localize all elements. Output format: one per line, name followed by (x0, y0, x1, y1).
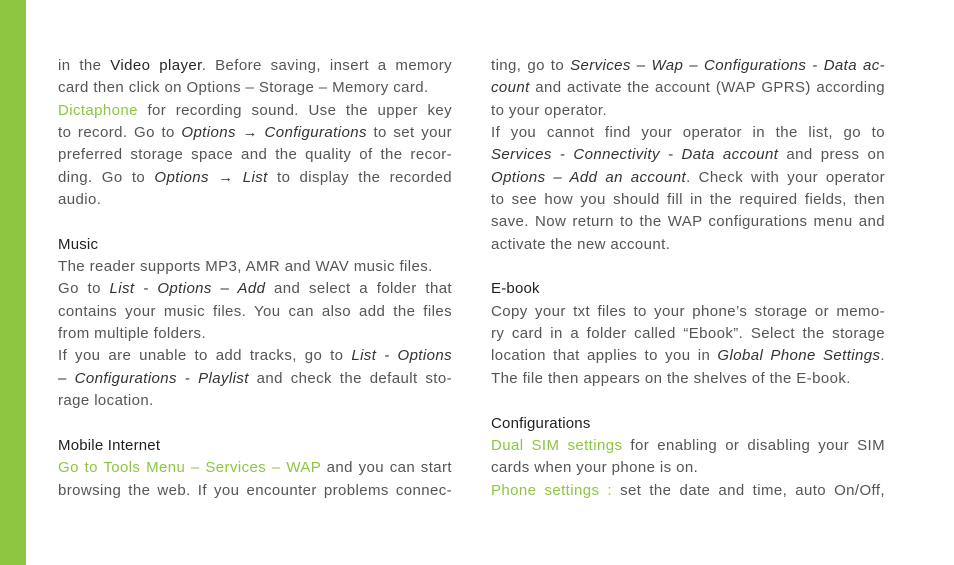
menu-term: Data account (681, 146, 779, 164)
text-line (58, 167, 452, 189)
text-fragment: ding. Go to (58, 168, 155, 186)
text-fragment: for recording sound. Use the upper key (137, 101, 452, 119)
arrow-glyph: → (235, 124, 265, 142)
text-fragment: preferred storage space and the quality of the recor- (58, 146, 452, 164)
text-fragment: - (376, 347, 398, 365)
text-line (58, 368, 452, 390)
text-fragment: in the (58, 57, 111, 74)
text-line (58, 189, 452, 211)
text-fragment: from multiple folders. (58, 325, 207, 343)
text-fragment: rage location. (58, 392, 154, 410)
text-fragment: and check the default sto- (248, 369, 452, 387)
text-line (491, 345, 885, 367)
text-fragment: . Before saving, insert a memory (201, 57, 452, 74)
text-fragment: The reader supports MP3, AMR and WAV music files. (58, 258, 433, 276)
text-line (491, 189, 885, 211)
text-line (491, 480, 885, 502)
text-fragment: audio. (58, 191, 102, 209)
text-fragment: If you are unable to add tracks, go to (58, 347, 352, 365)
text-fragment: - (134, 280, 158, 298)
text-fragment: If you cannot find your operator in the list, go to (491, 124, 885, 142)
menu-term: Configurations (704, 57, 807, 74)
page-edge-color-strip (0, 0, 26, 565)
text-line (491, 122, 885, 144)
text-line (491, 457, 885, 479)
text-fragment: ting, go to (491, 57, 571, 74)
menu-term: Configurations (74, 369, 177, 387)
text-fragment: activate the new account. (491, 235, 671, 253)
text-fragment: cards when your phone is on. (491, 459, 699, 477)
menu-term: List (351, 347, 377, 365)
menu-term: List (242, 168, 268, 186)
text-line (491, 77, 885, 99)
text-line (58, 345, 452, 367)
text-fragment: to see how you should fill in the required fields, then (491, 191, 885, 209)
text-fragment: and activate the account (WAP GPRS) according (529, 79, 885, 97)
text-fragment: – (58, 369, 75, 387)
text-line (58, 278, 452, 300)
text-fragment: ry card in a folder called “Ebook”. Select the storage (491, 325, 885, 343)
text-line (491, 55, 885, 77)
menu-term: Options (181, 124, 236, 142)
text-fragment: save. Now return to the WAP configurations menu and (491, 213, 885, 231)
text-fragment: to set your (366, 124, 452, 142)
menu-term: Options – Add an account (491, 168, 687, 186)
text-fragment: The file then appears on the shelves of the E-book. (491, 369, 851, 387)
text-line (491, 100, 885, 122)
text-fragment: Copy your txt files to your phone’s storage or memo- (491, 302, 885, 320)
text-fragment: browsing the web. If you encounter problems connec- (58, 481, 452, 499)
section-heading-music: Music (58, 235, 99, 253)
left-column (58, 55, 452, 502)
arrow-glyph: → (208, 168, 243, 186)
text-fragment: to your operator. (491, 101, 608, 119)
text-line (58, 480, 452, 502)
text-line (58, 301, 452, 323)
text-fragment: . Check with your operator (686, 168, 885, 186)
text-line (58, 55, 452, 77)
text-fragment: Go to (58, 280, 110, 298)
highlighted-feature-name: Dictaphone (58, 101, 138, 119)
text-fragment: - (551, 146, 574, 164)
text-fragment: contains your music files. You can also add the files (58, 302, 452, 320)
menu-term: Services (491, 146, 552, 164)
text-fragment: - (659, 146, 682, 164)
text-line (58, 122, 452, 144)
text-line (491, 301, 885, 323)
menu-term: List (109, 280, 135, 298)
text-fragment: card then click on Options – Storage – Memory card. (58, 79, 429, 97)
text-fragment: and select a folder that (265, 280, 453, 298)
text-fragment: - (176, 369, 199, 387)
text-fragment: to record. Go to (58, 124, 182, 142)
highlighted-menu-path: Go to Tools Menu – Services – WAP (58, 459, 321, 477)
section-music (58, 234, 452, 413)
menu-term: Options (154, 168, 209, 186)
text-line (491, 144, 885, 166)
text-fragment: to display the recorded (267, 168, 452, 186)
text-line (58, 256, 452, 278)
text-line (491, 234, 885, 256)
text-fragment: and you can start (320, 459, 452, 477)
right-column (491, 55, 885, 502)
text-line (491, 323, 885, 345)
text-fragment: set the date and time, auto On/Off, (612, 481, 885, 499)
section-mobile-internet-continued (491, 55, 885, 256)
text-line (58, 323, 452, 345)
text-line (58, 457, 452, 479)
text-line (58, 144, 452, 166)
menu-term: Playlist (198, 369, 249, 387)
section-mobile-internet (58, 435, 452, 502)
highlighted-setting-name: Phone settings : (491, 481, 612, 499)
feature-name: Video player (110, 57, 202, 74)
text-fragment: – (211, 280, 238, 298)
menu-term: Connectivity (573, 146, 660, 164)
text-fragment: - (806, 57, 824, 74)
menu-term: Configurations (264, 124, 367, 142)
text-fragment: and press on (778, 146, 886, 164)
text-line (491, 435, 885, 457)
section-heading-configurations: Configurations (491, 414, 591, 432)
section-media (58, 55, 452, 211)
menu-term: Services – Wap (570, 57, 684, 74)
text-line (58, 100, 452, 122)
text-fragment: – (683, 57, 704, 74)
highlighted-setting-name: Dual SIM settings (491, 436, 623, 454)
text-fragment: . (880, 347, 885, 365)
text-line (491, 167, 885, 189)
text-line (58, 390, 452, 412)
section-heading-ebook: E-book (491, 280, 540, 298)
menu-term: Global Phone Settings (717, 347, 881, 365)
menu-term: Options (157, 280, 212, 298)
text-line (491, 368, 885, 390)
text-fragment: location that applies to you in (491, 347, 718, 365)
section-heading-mobile-internet: Mobile Internet (58, 436, 161, 454)
menu-term: count (491, 79, 530, 97)
menu-term: Data ac- (823, 57, 885, 74)
text-line (491, 211, 885, 233)
text-fragment: for enabling or disabling your SIM (622, 436, 885, 454)
menu-term: Options (397, 347, 452, 365)
section-configurations (491, 413, 885, 502)
section-ebook (491, 278, 885, 390)
menu-term: Add (237, 280, 266, 298)
text-line (58, 77, 452, 99)
